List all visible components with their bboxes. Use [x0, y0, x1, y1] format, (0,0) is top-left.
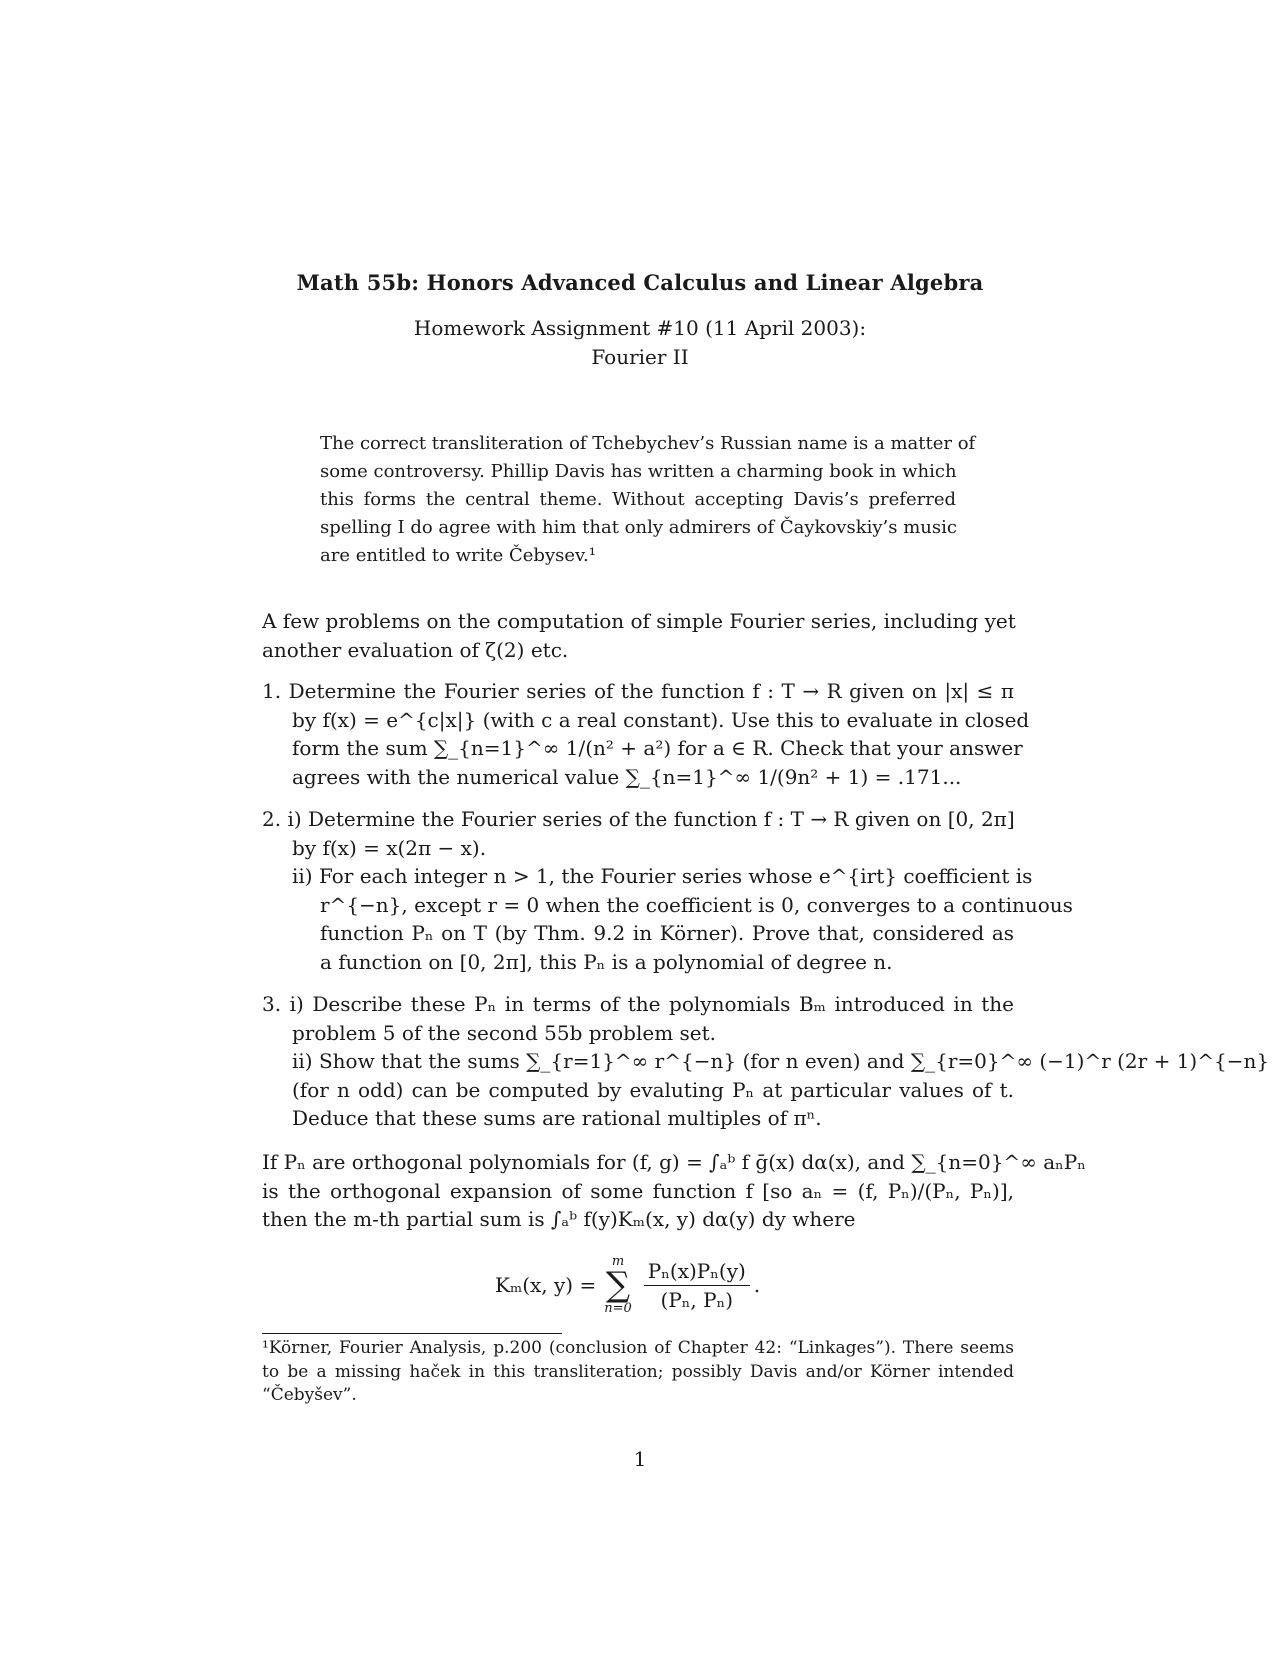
footnote [262, 1337, 1014, 1408]
assignment-subtitle [0, 314, 1280, 372]
epigraph [320, 430, 976, 570]
fraction-numerator: Pₙ(x)Pₙ(y) [644, 1259, 750, 1286]
footnote-line: “Čebyšev”. [262, 1385, 357, 1405]
page-number: 1 [633, 1447, 647, 1471]
orthogonal-line: is the orthogonal expansion of some function f [so aₙ = (f, Pₙ)/(Pₙ, Pₙ)], [262, 1178, 1014, 1203]
problem-line: (for n odd) can be computed by evaluting Pₙ at particular values of t. [292, 1077, 1014, 1102]
epigraph-line: some controversy. Phillip Davis has written a charming book in which [320, 461, 957, 482]
epigraph-line: The correct transliteration of Tchebychev’s Russian name is a matter of [320, 433, 976, 454]
problem-line: ii) Show that the sums ∑_{r=1}^∞ r^{−n} (for n even) and ∑_{r=0}^∞ (−1)^r (2r + 1)^{−n} [292, 1049, 1270, 1073]
problem-line: ii) For each integer n > 1, the Fourier series whose e^{irt} coefficient is [292, 864, 1033, 888]
problem-list [262, 677, 1270, 1147]
summation-symbol [604, 1255, 632, 1315]
problem-2 [262, 805, 1073, 976]
subtitle-line-1: Homework Assignment #10 (11 April 2003): [413, 316, 867, 340]
problem-line: problem 5 of the second 55b problem set. [292, 1020, 717, 1045]
epigraph-line: are entitled to write Čebysev.¹ [320, 545, 596, 566]
formula-lhs: Kₘ(x, y) = [495, 1273, 597, 1297]
problem-line: function Pₙ on T (by Thm. 9.2 in Körner). Prove that, considered as [320, 921, 1014, 945]
problem-line: by f(x) = x(2π − x). [292, 835, 487, 860]
footnote-rule [262, 1333, 562, 1334]
epigraph-line: this forms the central theme. Without accepting Davis’s preferred [320, 489, 956, 510]
problem-3 [262, 990, 1270, 1133]
orthogonal-line: then the m-th partial sum is ∫ₐᵇ f(y)Kₘ(x, y) dα(y) dy where [262, 1207, 856, 1231]
problem-line: 1. Determine the Fourier series of the function f : T → R given on |x| ≤ π [262, 679, 1014, 703]
orthogonal-paragraph [262, 1148, 1086, 1234]
sigma-icon: ∑ [605, 1265, 631, 1305]
problem-line: 3. i) Describe these Pₙ in terms of the polynomials Bₘ introduced in the [262, 992, 1014, 1016]
epigraph-line: spelling I do agree with him that only admirers of Čaykovskiy’s music [320, 517, 957, 538]
problem-1 [262, 677, 1030, 791]
footnote-line: ¹Körner, Fourier Analysis, p.200 (conclusion of Chapter 42: “Linkages”). There seems [262, 1338, 1014, 1358]
problem-line: Deduce that these sums are rational multiples of πⁿ. [292, 1106, 822, 1130]
intro-line: A few problems on the computation of simple Fourier series, including yet [262, 609, 1016, 633]
orthogonal-line: If Pₙ are orthogonal polynomials for (f, g) = ∫ₐᵇ f ḡ(x) dα(x), and ∑_{n=0}^∞ aₙPₙ [262, 1150, 1086, 1174]
problem-line: 2. i) Determine the Fourier series of the function f : T → R given on [0, 2π] [262, 807, 1015, 831]
sum-lower-limit: n=0 [604, 1301, 632, 1316]
document-title: Math 55b: Honors Advanced Calculus and Linear Algebra [296, 270, 984, 295]
formula-period: . [753, 1273, 761, 1297]
problem-line: form the sum ∑_{n=1}^∞ 1/(n² + a²) for a ∈ R. Check that your answer [292, 736, 1023, 760]
fraction-denominator: (Pₙ, Pₙ) [660, 1287, 734, 1312]
problem-line: by f(x) = e^{c|x|} (with c a real constant). Use this to evaluate in closed [292, 707, 1030, 732]
sum-upper-limit: m [611, 1254, 625, 1269]
intro-line: another evaluation of ζ(2) etc. [262, 638, 569, 662]
subtitle-line-2: Fourier II [591, 345, 689, 369]
formula-fraction [644, 1259, 750, 1312]
problem-line: r^{−n}, except r = 0 when the coefficient is 0, converges to a continuous [320, 892, 1073, 917]
intro-paragraph [262, 607, 1014, 665]
footnote-line: to be a missing haček in this transliteration; possibly Davis and/or Körner intended [262, 1361, 1014, 1382]
kernel-formula [495, 1255, 760, 1315]
problem-line: agrees with the numerical value ∑_{n=1}^∞ 1/(9n² + 1) = .171... [292, 764, 962, 789]
problem-line: a function on [0, 2π], this Pₙ is a polynomial of degree n. [320, 949, 893, 974]
